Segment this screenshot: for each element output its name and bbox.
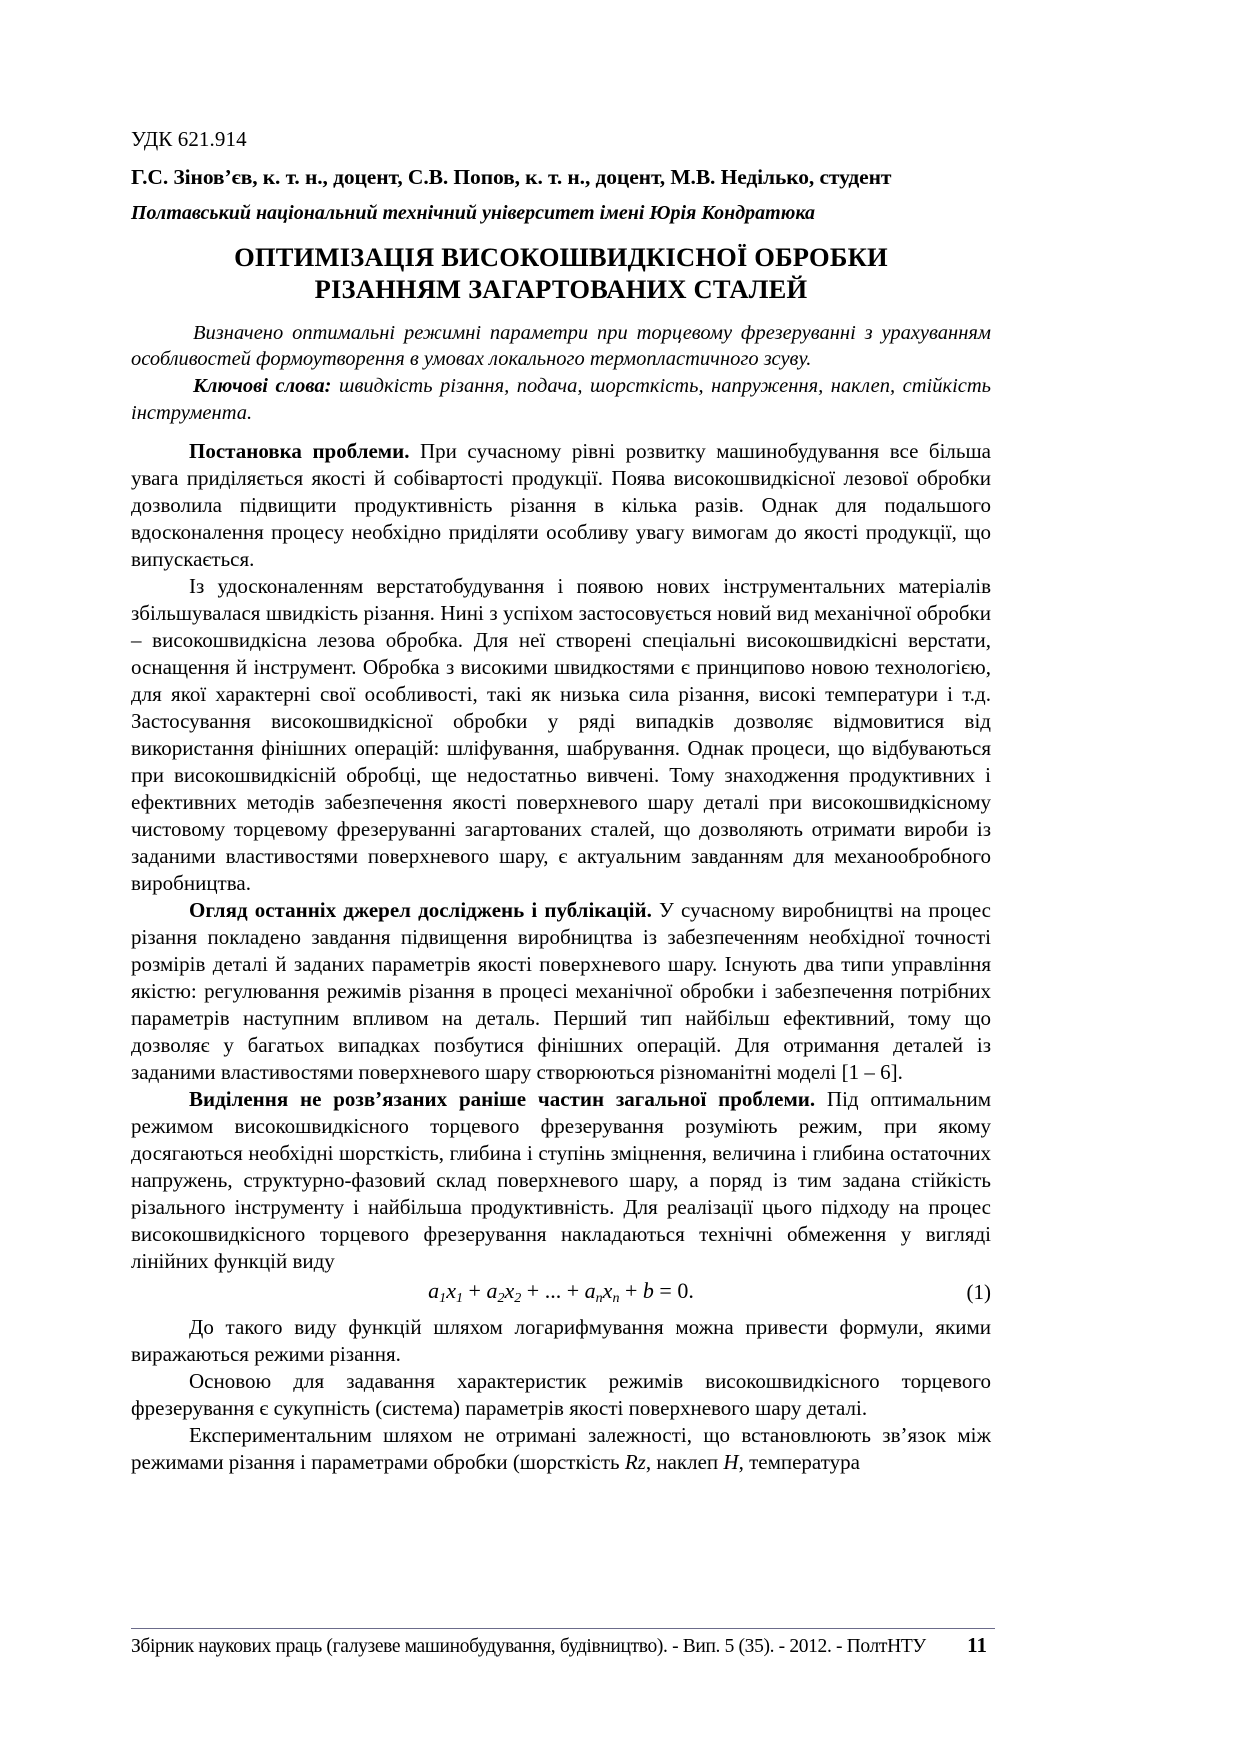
paragraph-experimental: Експериментальним шляхом не отримані залежності, що встановлюють зв’язок між режимами різання і параметрами обробки (шорсткість Rz, наклеп H, температура <box>131 1422 991 1474</box>
heading-literature-review: Огляд останніх джерел досліджень і публікацій. <box>189 897 652 922</box>
abstract-text: Визначено оптимальні режимні параметри при торцевому фрезеруванні з урахуванням особливостей формоутворення в умовах локального термопластичного зсуву. <box>131 321 991 371</box>
paragraph-literature-review <box>131 897 991 1086</box>
heading-unsolved-parts: Виділення не розв’язаних раніше частин загальної проблеми. <box>189 1086 816 1111</box>
symbol-h: H <box>723 1449 739 1474</box>
affiliation: Полтавський національний технічний університет імені Юрія Кондратюка <box>131 202 815 225</box>
title-line-1: ОПТИМІЗАЦІЯ ВИСОКОШВИДКІСНОЇ ОБРОБКИ <box>234 241 888 272</box>
footer-citation: Збірник наукових праць (галузеве машинобудування, будівництво). - Вип. 5 (35). - 2012. - ПолтНТУ <box>131 1636 926 1657</box>
paragraph-machine-tools <box>131 573 991 897</box>
footer-divider <box>131 1628 995 1629</box>
paragraph-text: До такого виду функцій шляхом логарифмування можна привести формули, якими виражаються режими різання. <box>131 1314 991 1366</box>
paragraph-text: Під оптимальним режимом високошвидкісного торцевого фрезерування розуміють режим, при якому досягаються необхідні шорсткість, глибина і ступінь зміцнення, величина і глибина остаточних напружень, структурно-фазовий склад поверхневого шару, а поряд із тим задана стійкість різального інструменту і найбільша продуктивність. Для реалізації цього підходу на процес високошвидкісного торцевого фрезерування накладаються технічні обмеження у вигляді лінійних функцій виду <box>131 1086 991 1273</box>
paragraph-text: При сучасному рівні розвитку машинобудування все більша увага приділяється якості й собівартості продукції. Поява високошвидкісної лезової обробки дозволила підвищити продуктивність різання в кілька разів. Однак для подальшого вдосконалення процесу необхідно приділяти особливу увагу вимогам до якості продукції, що випускається. <box>131 439 991 572</box>
paragraph-text: У сучасному виробництві на процес різання покладено завдання підвищення виробництва із забезпеченням необхідної точності розмірів деталі й заданих параметрів якості поверхневого шару. Існують два типи управління якістю: регулювання режимів різання в процесі механічної обробки і забезпечення потрібних параметрів наступним впливом на деталь. Перший тип найбільш ефективний, тому що дозволяє у багатьох випадках позбутися фінішних операцій. Для отримання деталей із заданими властивостями поверхневого шару створюються різноманітні моделі [1 – 6]. <box>131 897 991 1084</box>
keywords-block <box>131 373 991 426</box>
page-footer <box>131 1628 995 1658</box>
udk-code: УДК 621.914 <box>131 127 247 151</box>
equation-1: $a_1x_1 + a_2x_2$ + ... + $a_nx_n + b = 0$. <box>428 1277 694 1306</box>
paragraph-logarithm <box>131 1314 991 1368</box>
page-title <box>131 241 991 306</box>
paragraph-unsolved-parts <box>131 1086 991 1275</box>
footer-line <box>131 1633 995 1658</box>
page-content <box>131 126 991 1476</box>
paragraph-basis <box>131 1368 991 1422</box>
page-number: 11 <box>967 1633 987 1657</box>
paragraph-text: Основою для задавання характеристик режимів високошвидкісного торцевого фрезерування є сукупність (система) параметрів якості поверхневого шару деталі. <box>131 1368 991 1420</box>
symbol-rz: Rz <box>624 1449 646 1474</box>
paragraph-text: Із удосконаленням верстатобудування і появою нових інструментальних матеріалів збільшувалася швидкість різання. Нині з успіхом застосовується новий вид механічної обробки – високошвидкісна лезова обробка. Для неї створені спеціальні високошвидкісні верстати, оснащення й інструмент. Обробка з високими швидкостями є принципово новою технологією, для якої характерні свої особливості, такі як низька сила різання, високі температури і т.д. Застосування високошвидкісної обробки у ряді випадків дозволяє відмовитися від використання фінішних операцій: шліфування, шабрування. Однак процеси, що відбуваються при високошвидкісній обробці, ще недостатньо вивчені. Тому знаходження продуктивних і ефективних методів забезпечення якості поверхневого шару деталі при високошвидкісному чистовому торцевому фрезеруванні загартованих сталей, що дозволяють отримати вироби із заданими властивостями поверхневого шару, є актуальним завданням для механообробного виробництва. <box>131 574 991 895</box>
equation-number: (1) <box>966 1279 991 1304</box>
paragraph-problem-statement <box>131 438 991 573</box>
title-line-2: РІЗАННЯМ ЗАГАРТОВАНИХ СТАЛЕЙ <box>314 274 808 305</box>
heading-problem-statement: Постановка проблеми. <box>189 439 410 464</box>
author-list: Г.С. Зінов’єв, к. т. н., доцент, С.В. Попов, к. т. н., доцент, М.В. Неділько, студент <box>131 164 892 189</box>
keywords-text: швидкість різання, подача, шорсткість, напруження, наклеп, стійкість інструмента. <box>131 374 991 424</box>
equation-row <box>131 1278 991 1312</box>
keywords-label: Ключові слова: <box>193 374 332 397</box>
